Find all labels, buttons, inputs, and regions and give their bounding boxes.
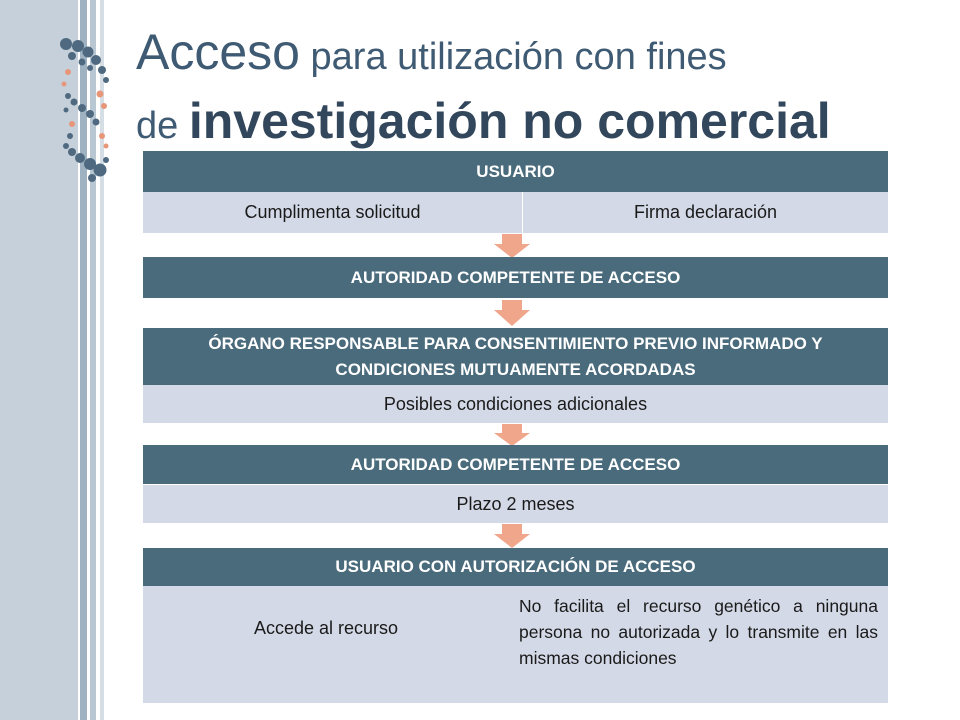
- title-part-1: Acceso: [136, 24, 300, 80]
- down-arrow-2: [492, 300, 532, 326]
- slide-title: [136, 24, 831, 162]
- accede-recurso-cell: Accede al recurso: [143, 586, 509, 703]
- title-part-3: de: [136, 105, 189, 147]
- usuario-firma-cell: Firma declaración: [523, 192, 888, 233]
- organo-condiciones-cell: Posibles condiciones adicionales: [143, 385, 888, 423]
- usuario-header: USUARIO: [143, 151, 888, 192]
- organo-header: ÓRGANO RESPONSABLE PARA CONSENTIMIENTO PREVIO INFORMADO Y CONDICIONES MUTUAMENTE ACORDADAS: [143, 328, 888, 385]
- down-arrow-1: [492, 234, 532, 258]
- autoridad-header-1: AUTORIDAD COMPETENTE DE ACCESO: [143, 257, 888, 298]
- title-part-2: para utilización con fines: [299, 36, 727, 78]
- plazo-cell: Plazo 2 meses: [143, 485, 888, 523]
- title-part-4: investigación no comercial: [188, 93, 831, 149]
- usuario-autorizado-header: USUARIO CON AUTORIZACIÓN DE ACCESO: [143, 548, 888, 586]
- usuario-cumplimenta-cell: Cumplimenta solicitud: [143, 192, 522, 233]
- down-arrow-3: [492, 424, 532, 446]
- helix-dots-logo: [52, 32, 122, 192]
- autoridad-header-2: AUTORIDAD COMPETENTE DE ACCESO: [143, 445, 888, 484]
- no-facilita-cell: No facilita el recurso genético a ninguna persona no autorizada y lo transmite en las mismas condiciones: [509, 586, 888, 703]
- down-arrow-4: [492, 524, 532, 548]
